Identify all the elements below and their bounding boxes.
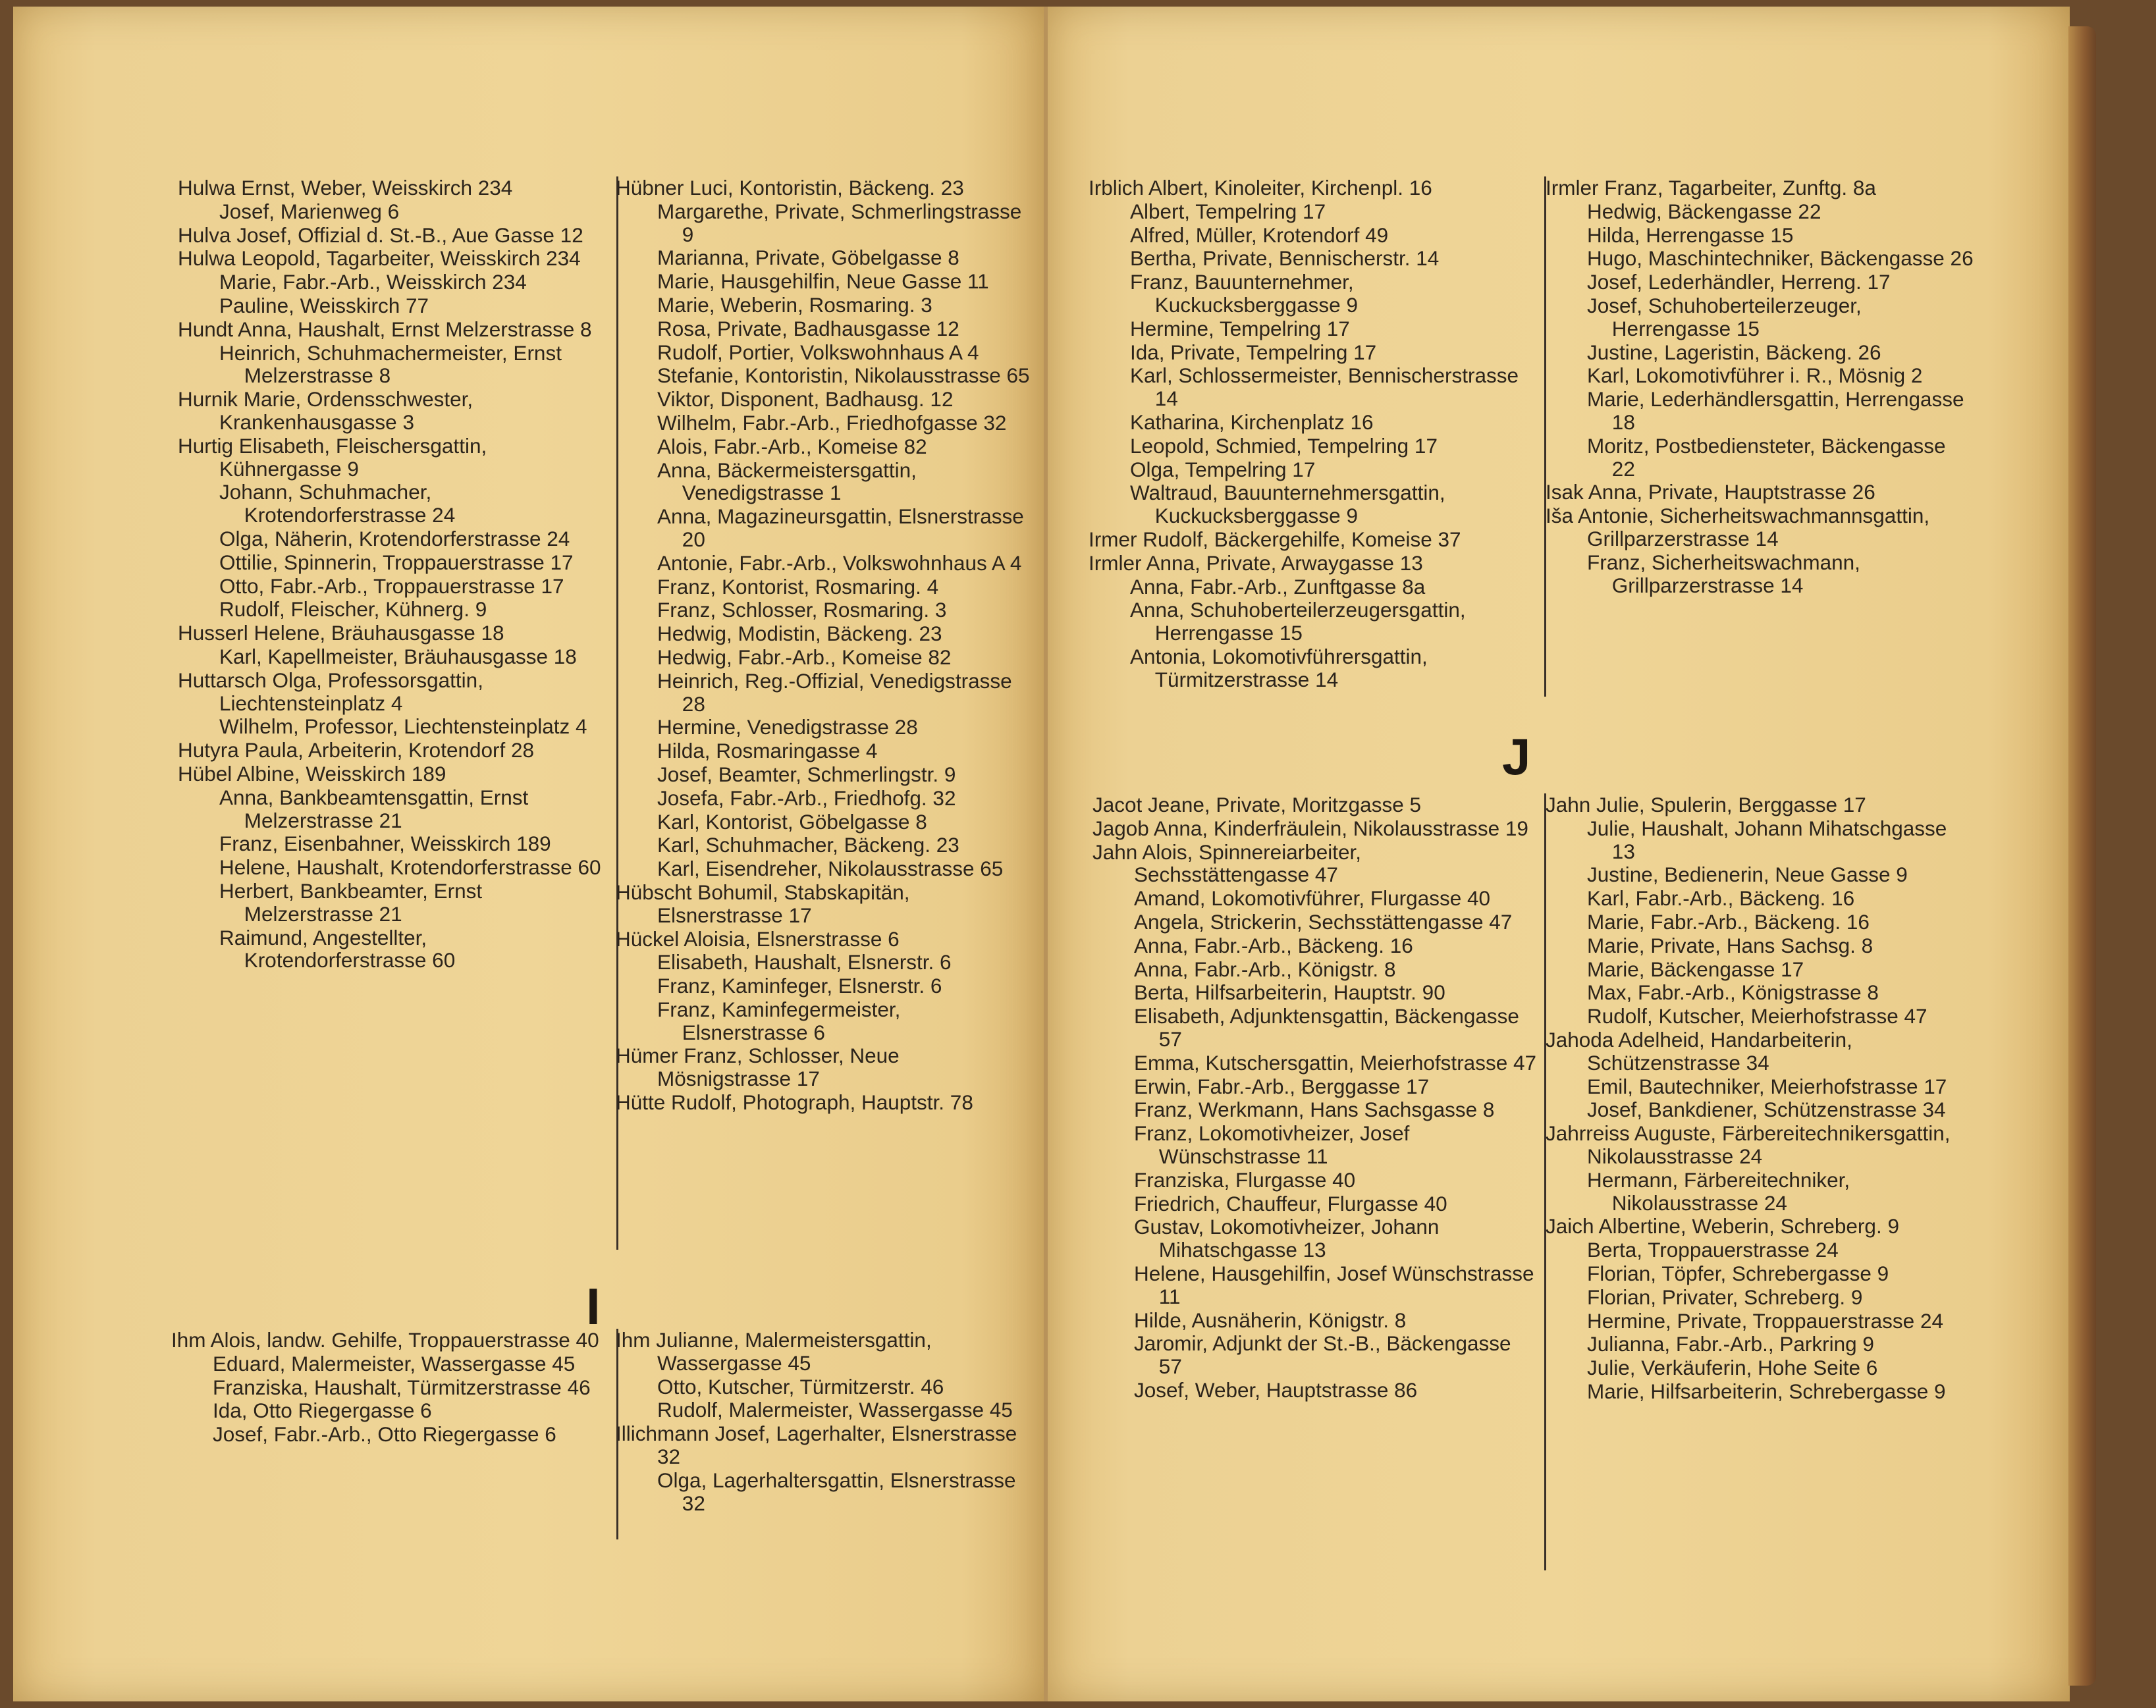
directory-sub-entry: Florian, Töpfer, Schrebergasse 9 bbox=[1587, 1261, 1889, 1285]
section-letter-j: J bbox=[1502, 728, 1531, 786]
directory-sub-entry: Hilde, Ausnäherin, Königstr. 8 bbox=[1134, 1308, 1407, 1332]
directory-sub-entry: Jaromir, Adjunkt der St.-B., Bäckengasse 57 bbox=[1134, 1331, 1511, 1379]
directory-sub-entry: Franz, Werkmann, Hans Sachsgasse 8 bbox=[1134, 1098, 1495, 1122]
directory-entry: Hutyra Paula, Arbeiterin, Krotendorf 28 bbox=[178, 738, 535, 762]
directory-entry: Hübner Luci, Kontoristin, Bäckeng. 23 bbox=[616, 176, 964, 200]
directory-entry: Jacot Jeane, Private, Moritzgasse 5 bbox=[1092, 793, 1421, 816]
left-page bbox=[13, 7, 1048, 1701]
directory-sub-entry: Friedrich, Chauffeur, Flurgasse 40 bbox=[1134, 1191, 1447, 1215]
directory-sub-entry: Franz, Lokomotivheizer, Josef Wünschstrasse 11 bbox=[1134, 1121, 1410, 1168]
directory-sub-entry: Raimund, Angestellter, Krotendorferstrasse 60 bbox=[219, 925, 456, 973]
directory-sub-entry: Franz, Kontorist, Rosmaring. 4 bbox=[657, 574, 939, 599]
directory-sub-entry: Franz, Eisenbahner, Weisskirch 189 bbox=[219, 832, 551, 856]
directory-sub-entry: Josef, Bankdiener, Schützenstrasse 34 bbox=[1587, 1098, 1946, 1122]
directory-sub-entry: Alois, Fabr.-Arb., Komeise 82 bbox=[657, 434, 927, 458]
directory-sub-entry: Waltraud, Bauunternehmersgattin, Kuckucksberggasse 9 bbox=[1130, 481, 1445, 528]
directory-sub-entry: Emma, Kutschersgattin, Meierhofstrasse 47 bbox=[1134, 1050, 1537, 1075]
directory-sub-entry: Marie, Lederhändlersgattin, Herrengasse 18 bbox=[1587, 387, 1964, 434]
directory-sub-entry: Josefa, Fabr.-Arb., Friedhofg. 32 bbox=[657, 786, 956, 810]
directory-sub-entry: Marie, Fabr.-Arb., Bäckeng. 16 bbox=[1587, 909, 1870, 934]
directory-sub-entry: Hedwig, Bäckengasse 22 bbox=[1587, 199, 1821, 223]
directory-entry: Hulwa Leopold, Tagarbeiter, Weisskirch 234 bbox=[178, 246, 581, 271]
directory-sub-entry: Marie, Bäckengasse 17 bbox=[1587, 957, 1804, 981]
directory-sub-entry: Hermine, Private, Troppauerstrasse 24 bbox=[1587, 1308, 1943, 1333]
directory-sub-entry: Ida, Otto Riegergasse 6 bbox=[213, 1399, 432, 1423]
right-col-1 bbox=[1089, 176, 1546, 697]
directory-entry: Irmer Rudolf, Bäckergehilfe, Komeise 37 bbox=[1089, 527, 1461, 551]
directory-entry: Ihm Alois, landw. Gehilfe, Troppauerstrasse 40 bbox=[171, 1328, 599, 1352]
directory-sub-entry: Bertha, Private, Bennischerstr. 14 bbox=[1130, 246, 1440, 271]
directory-entry: Husserl Helene, Bräuhausgasse 18 bbox=[178, 621, 504, 645]
directory-sub-entry: Josef, Lederhändler, Herreng. 17 bbox=[1587, 270, 1891, 294]
directory-sub-entry: Franz, Bauunternehmer, Kuckucksberggasse 9 bbox=[1130, 270, 1358, 317]
directory-sub-entry: Katharina, Kirchenplatz 16 bbox=[1130, 410, 1374, 434]
directory-sub-entry: Helene, Haushalt, Krotendorferstrasse 60 bbox=[219, 855, 601, 880]
directory-sub-entry: Hugo, Maschintechniker, Bäckengasse 26 bbox=[1587, 246, 1974, 271]
directory-sub-entry: Florian, Privater, Schreberg. 9 bbox=[1587, 1285, 1863, 1309]
directory-sub-entry: Albert, Tempelring 17 bbox=[1130, 199, 1326, 223]
directory-entry: Hübscht Bohumil, Stabskapitän, Elsnerstrasse 17 bbox=[616, 880, 910, 927]
directory-sub-entry: Olga, Tempelring 17 bbox=[1130, 457, 1316, 481]
directory-entry: Isak Anna, Private, Hauptstrasse 26 bbox=[1546, 480, 1875, 504]
directory-sub-entry: Elisabeth, Haushalt, Elsnerstr. 6 bbox=[657, 950, 952, 974]
directory-entry: Irmler Franz, Tagarbeiter, Zunftg. 8a bbox=[1546, 176, 1876, 200]
directory-sub-entry: Anna, Bankbeamtensgattin, Ernst Melzerstrasse 21 bbox=[219, 785, 529, 832]
directory-sub-entry: Berta, Troppauerstrasse 24 bbox=[1587, 1238, 1839, 1262]
directory-sub-entry: Hermine, Venedigstrasse 28 bbox=[657, 715, 918, 739]
directory-sub-entry: Stefanie, Kontoristin, Nikolausstrasse 65 bbox=[657, 363, 1030, 388]
directory-sub-entry: Marie, Hilfsarbeiterin, Schrebergasse 9 bbox=[1587, 1379, 1946, 1403]
directory-sub-entry: Hilda, Herrengasse 15 bbox=[1587, 223, 1794, 247]
directory-sub-entry: Helene, Hausgehilfin, Josef Wünschstrasse 11 bbox=[1134, 1261, 1534, 1308]
directory-sub-entry: Antonia, Lokomotivführersgattin, Türmitzerstrasse 14 bbox=[1130, 644, 1428, 691]
directory-sub-entry: Marie, Fabr.-Arb., Weisskirch 234 bbox=[219, 270, 527, 294]
directory-sub-entry: Heinrich, Schuhmachermeister, Ernst Melzerstrasse 8 bbox=[219, 340, 562, 388]
directory-sub-entry: Marie, Hausgehilfin, Neue Gasse 11 bbox=[657, 269, 989, 294]
directory-sub-entry: Franz, Schlosser, Rosmaring. 3 bbox=[657, 598, 947, 622]
left-col-1 bbox=[178, 176, 618, 1250]
directory-entry: Hütte Rudolf, Photograph, Hauptstr. 78 bbox=[616, 1090, 973, 1115]
directory-sub-entry: Hermann, Färbereitechniker, Nikolausstrasse 24 bbox=[1587, 1167, 1850, 1215]
directory-sub-entry: Franziska, Flurgasse 40 bbox=[1134, 1167, 1356, 1192]
directory-sub-entry: Anna, Schuhoberteilerzeugersgattin, Herrengasse 15 bbox=[1130, 598, 1466, 645]
directory-sub-entry: Julie, Verkäuferin, Hohe Seite 6 bbox=[1587, 1356, 1878, 1380]
directory-sub-entry: Olga, Lagerhaltersgattin, Elsnerstrasse 32 bbox=[657, 1468, 1016, 1515]
directory-entry: Hulwa Ernst, Weber, Weisskirch 234 bbox=[178, 176, 513, 200]
directory-sub-entry: Otto, Fabr.-Arb., Troppauerstrasse 17 bbox=[219, 574, 564, 598]
directory-entry: Hümer Franz, Schlosser, Neue Mösnigstrasse 17 bbox=[616, 1044, 900, 1091]
directory-entry: Jaich Albertine, Weberin, Schreberg. 9 bbox=[1546, 1214, 1899, 1239]
directory-sub-entry: Alfred, Müller, Krotendorf 49 bbox=[1130, 223, 1389, 247]
directory-sub-entry: Hilda, Rosmaringasse 4 bbox=[657, 739, 878, 763]
directory-entry: Irmler Anna, Private, Arwaygasse 13 bbox=[1089, 550, 1423, 575]
left-col-3 bbox=[171, 1329, 618, 1539]
directory-entry: Iša Antonie, Sicherheitswachmannsgattin, Grillparzerstrasse 14 bbox=[1546, 504, 1930, 550]
directory-sub-entry: Emil, Bautechniker, Meierhofstrasse 17 bbox=[1587, 1074, 1947, 1098]
directory-entry: Hurnik Marie, Ordensschwester, Krankenhausgasse 3 bbox=[178, 387, 473, 434]
directory-sub-entry: Moritz, Postbediensteter, Bäckengasse 22 bbox=[1587, 433, 1946, 481]
directory-sub-entry: Anna, Fabr.-Arb., Zunftgasse 8a bbox=[1130, 574, 1426, 599]
directory-sub-entry: Karl, Kontorist, Göbelgasse 8 bbox=[657, 809, 927, 834]
directory-sub-entry: Josef, Weber, Hauptstrasse 86 bbox=[1134, 1377, 1418, 1402]
directory-sub-entry: Anna, Magazineursgattin, Elsnerstrasse 20 bbox=[657, 504, 1024, 551]
right-col-4 bbox=[1536, 793, 1974, 1404]
directory-entry: Hübel Albine, Weisskirch 189 bbox=[178, 761, 446, 786]
directory-entry: Hulva Josef, Offizial d. St.-B., Aue Gasse 12 bbox=[178, 223, 583, 247]
directory-sub-entry: Josef, Fabr.-Arb., Otto Riegergasse 6 bbox=[213, 1422, 556, 1447]
directory-sub-entry: Viktor, Disponent, Badhausg. 12 bbox=[657, 387, 954, 412]
left-col-2 bbox=[616, 176, 1031, 1250]
directory-entry: Illichmann Josef, Lagerhalter, Elsnerstrasse 32 bbox=[616, 1422, 1017, 1468]
directory-sub-entry: Rudolf, Malermeister, Wassergasse 45 bbox=[657, 1398, 1013, 1422]
right-page bbox=[1048, 7, 2070, 1701]
directory-sub-entry: Julie, Haushalt, Johann Mihatschgasse 13 bbox=[1587, 816, 1947, 863]
directory-sub-entry: Josef, Beamter, Schmerlingstr. 9 bbox=[657, 762, 956, 786]
directory-sub-entry: Anna, Bäckermeistersgattin, Venedigstrasse 1 bbox=[657, 458, 917, 505]
directory-sub-entry: Eduard, Malermeister, Wassergasse 45 bbox=[213, 1351, 576, 1375]
directory-sub-entry: Anna, Fabr.-Arb., Königstr. 8 bbox=[1134, 957, 1396, 981]
directory-sub-entry: Amand, Lokomotivführer, Flurgasse 40 bbox=[1134, 886, 1491, 911]
directory-sub-entry: Ida, Private, Tempelring 17 bbox=[1130, 340, 1377, 364]
directory-sub-entry: Leopold, Schmied, Tempelring 17 bbox=[1130, 433, 1438, 458]
directory-sub-entry: Hermine, Tempelring 17 bbox=[1130, 316, 1350, 340]
directory-sub-entry: Karl, Fabr.-Arb., Bäckeng. 16 bbox=[1587, 886, 1855, 911]
directory-entry: Hundt Anna, Haushalt, Ernst Melzerstrasse 8 bbox=[178, 317, 592, 341]
directory-entry: Jahn Alois, Spinnereiarbeiter, Sechsstättengasse 47 bbox=[1092, 840, 1362, 887]
directory-entry: Ihm Julianne, Malermeistersgattin, Wassergasse 45 bbox=[616, 1328, 932, 1375]
left-col-4 bbox=[616, 1329, 1031, 1515]
directory-sub-entry: Wilhelm, Professor, Liechtensteinplatz 4 bbox=[219, 714, 587, 739]
directory-sub-entry: Karl, Schlossermeister, Bennischerstrasse 14 bbox=[1130, 363, 1519, 411]
directory-sub-entry: Margarethe, Private, Schmerlingstrasse 9 bbox=[657, 199, 1022, 246]
directory-sub-entry: Berta, Hilfsarbeiterin, Hauptstr. 90 bbox=[1134, 980, 1445, 1005]
directory-sub-entry: Rudolf, Portier, Volkswohnhaus A 4 bbox=[657, 340, 979, 364]
directory-sub-entry: Wilhelm, Fabr.-Arb., Friedhofgasse 32 bbox=[657, 410, 1007, 435]
directory-sub-entry: Otto, Kutscher, Türmitzerstr. 46 bbox=[657, 1374, 944, 1399]
directory-sub-entry: Rudolf, Fleischer, Kühnerg. 9 bbox=[219, 597, 487, 622]
directory-sub-entry: Angela, Strickerin, Sechsstättengasse 47 bbox=[1134, 909, 1513, 934]
directory-sub-entry: Karl, Lokomotivführer i. R., Mösnig 2 bbox=[1587, 363, 1923, 388]
directory-sub-entry: Julianna, Fabr.-Arb., Parkring 9 bbox=[1587, 1332, 1874, 1356]
directory-sub-entry: Gustav, Lokomotivheizer, Johann Mihatschgasse 13 bbox=[1134, 1215, 1440, 1262]
directory-sub-entry: Hedwig, Modistin, Bäckeng. 23 bbox=[657, 622, 942, 646]
directory-sub-entry: Josef, Marienweg 6 bbox=[219, 199, 400, 223]
directory-entry: Jahoda Adelheid, Handarbeiterin, Schützenstrasse 34 bbox=[1546, 1027, 1852, 1075]
right-col-2 bbox=[1536, 176, 1974, 597]
directory-sub-entry: Karl, Eisendreher, Nikolausstrasse 65 bbox=[657, 857, 1004, 881]
directory-sub-entry: Johann, Schuhmacher, Krotendorferstrasse 24 bbox=[219, 480, 456, 527]
directory-sub-entry: Justine, Bedienerin, Neue Gasse 9 bbox=[1587, 863, 1908, 887]
directory-sub-entry: Marie, Private, Hans Sachsg. 8 bbox=[1587, 933, 1873, 957]
directory-sub-entry: Franz, Sicherheitswachmann, Grillparzerstrasse 14 bbox=[1587, 550, 1860, 597]
directory-sub-entry: Rudolf, Kutscher, Meierhofstrasse 47 bbox=[1587, 1004, 1927, 1028]
directory-sub-entry: Rosa, Private, Badhausgasse 12 bbox=[657, 316, 959, 340]
directory-sub-entry: Pauline, Weisskirch 77 bbox=[219, 293, 429, 317]
directory-sub-entry: Anna, Fabr.-Arb., Bäckeng. 16 bbox=[1134, 933, 1413, 957]
directory-sub-entry: Marie, Weberin, Rosmaring. 3 bbox=[657, 292, 932, 317]
directory-sub-entry: Herbert, Bankbeamter, Ernst Melzerstrasse 21 bbox=[219, 878, 483, 926]
directory-entry: Hückel Aloisia, Elsnerstrasse 6 bbox=[616, 926, 900, 951]
directory-sub-entry: Erwin, Fabr.-Arb., Berggasse 17 bbox=[1134, 1074, 1430, 1098]
directory-sub-entry: Franz, Kaminfeger, Elsnerstr. 6 bbox=[657, 974, 942, 998]
directory-sub-entry: Antonie, Fabr.-Arb., Volkswohnhaus A 4 bbox=[657, 550, 1022, 575]
section-letter-i: I bbox=[586, 1277, 601, 1335]
directory-sub-entry: Karl, Schuhmacher, Bäckeng. 23 bbox=[657, 833, 959, 857]
directory-entry: Irblich Albert, Kinoleiter, Kirchenpl. 16 bbox=[1089, 176, 1432, 200]
directory-sub-entry: Heinrich, Reg.-Offizial, Venedigstrasse 28 bbox=[657, 668, 1012, 716]
directory-sub-entry: Hedwig, Fabr.-Arb., Komeise 82 bbox=[657, 645, 952, 669]
directory-entry: Huttarsch Olga, Professorsgattin, Liechtensteinplatz 4 bbox=[178, 668, 483, 715]
directory-sub-entry: Franz, Kaminfegermeister, Elsnerstrasse 6 bbox=[657, 997, 901, 1044]
directory-sub-entry: Justine, Lageristin, Bäckeng. 26 bbox=[1587, 340, 1881, 364]
directory-sub-entry: Franziska, Haushalt, Türmitzerstrasse 46 bbox=[213, 1375, 591, 1399]
directory-entry: Jagob Anna, Kinderfräulein, Nikolausstrasse 19 bbox=[1092, 816, 1528, 840]
directory-entry: Jahrreiss Auguste, Färbereitechnikersgattin, Nikolausstrasse 24 bbox=[1546, 1121, 1951, 1168]
directory-sub-entry: Max, Fabr.-Arb., Königstrasse 8 bbox=[1587, 980, 1879, 1005]
directory-entry: Jahn Julie, Spulerin, Berggasse 17 bbox=[1546, 793, 1866, 816]
directory-sub-entry: Elisabeth, Adjunktensgattin, Bäckengasse 57 bbox=[1134, 1004, 1519, 1051]
directory-sub-entry: Josef, Schuhoberteilerzeuger, Herrengasse 15 bbox=[1587, 293, 1862, 340]
directory-entry: Hurtig Elisabeth, Fleischersgattin, Kühnergasse 9 bbox=[178, 433, 487, 481]
directory-sub-entry: Olga, Näherin, Krotendorferstrasse 24 bbox=[219, 526, 570, 550]
right-col-3 bbox=[1092, 793, 1546, 1570]
directory-sub-entry: Karl, Kapellmeister, Bräuhausgasse 18 bbox=[219, 644, 577, 668]
directory-sub-entry: Ottilie, Spinnerin, Troppauerstrasse 17 bbox=[219, 550, 574, 574]
directory-sub-entry: Marianna, Private, Göbelgasse 8 bbox=[657, 246, 959, 270]
